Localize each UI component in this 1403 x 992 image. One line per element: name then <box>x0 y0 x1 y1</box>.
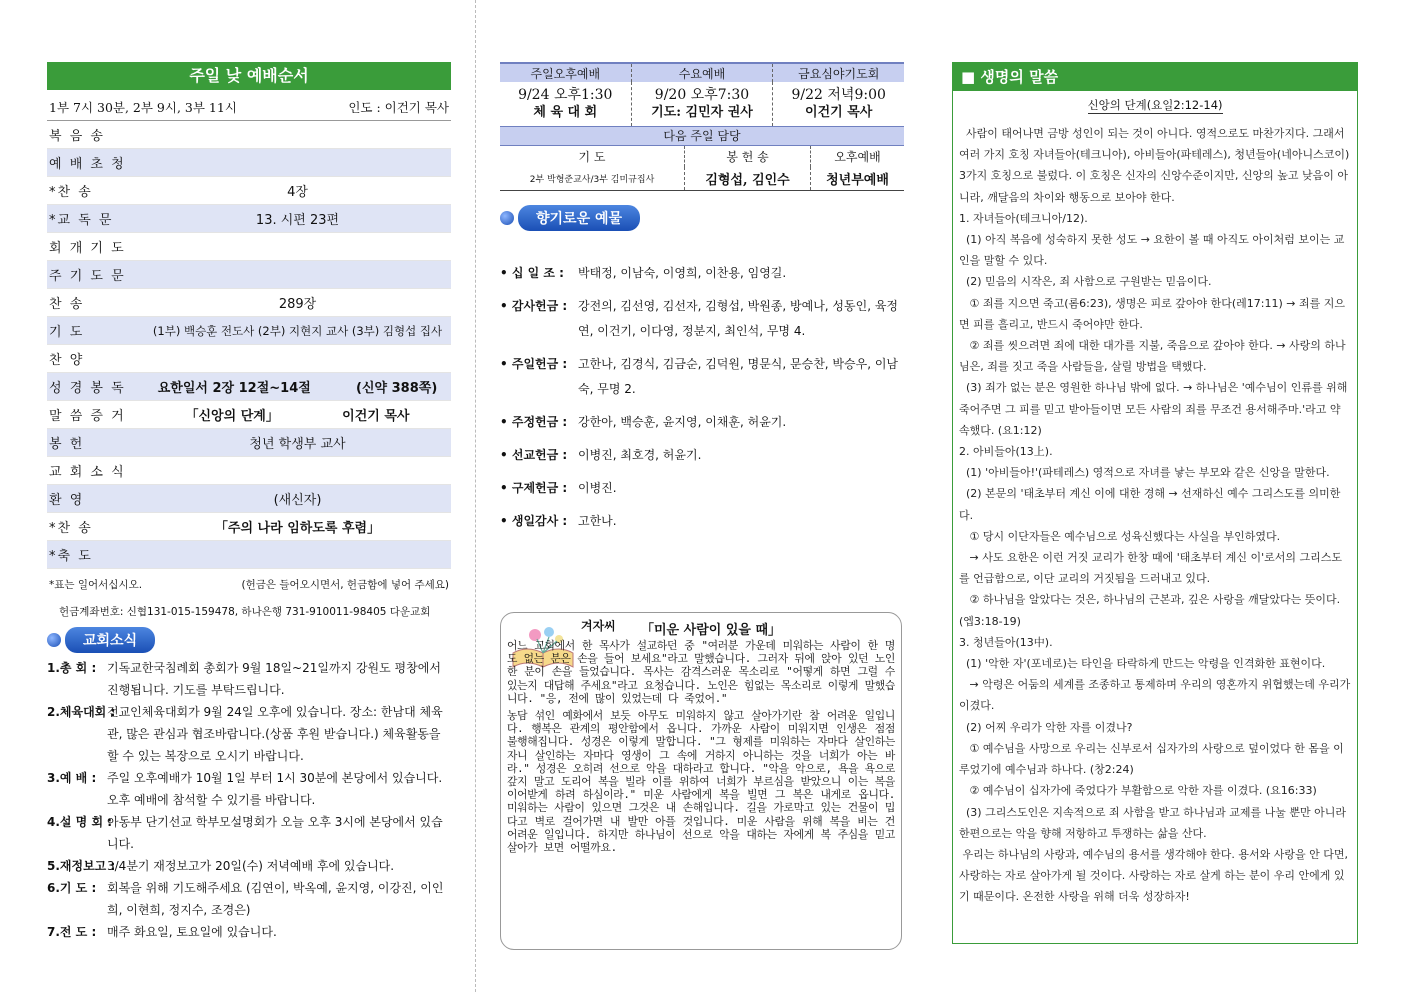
story-body <box>507 639 895 858</box>
order-value: 「신앙의 단계」 이건기 목사 <box>144 401 451 429</box>
account-info: 헌금계좌번호: 신협131-015-159478, 하나은행 731-910011-98405 다운교회 <box>59 606 431 618</box>
order-row <box>47 233 451 261</box>
stand-note: *표는 일어서십시오. <box>49 579 143 591</box>
order-value <box>144 149 451 177</box>
duty-header: 봉 헌 송 <box>685 146 811 167</box>
order-label: 복 음 송 <box>47 121 144 149</box>
order-value: 13. 시편 23편 <box>144 205 451 233</box>
sermon-ref <box>953 97 1357 113</box>
order-row <box>47 457 451 485</box>
order-value <box>144 541 451 569</box>
order-label: 교 회 소 식 <box>47 457 144 485</box>
next-week-table <box>500 146 904 191</box>
sermon-column <box>952 62 1358 944</box>
offering-item-text: 강한아, 백승훈, 윤지영, 이채훈, 허윤기. <box>578 415 787 429</box>
news-item <box>47 767 451 811</box>
sermon-ref-text: 신앙의 단계(요일2:12-14) <box>1087 98 1223 112</box>
order-label: 주 기 도 문 <box>47 261 144 289</box>
sermon-paragraph: 1. 자녀들아(테크니아/12). <box>959 211 1088 225</box>
news-item-key: 6.기 도 : <box>47 881 97 895</box>
story-para: 농담 섞인 예화에서 보듯 아무도 미워하지 않고 살아가기란 참 어려운 일입니다. 행복은 관계의 평안함에서 옵니다. 가까운 사람이 미워지면 인생은 점점 불행해집니다. 성경은 이렇게 말합니다. "그 형제를 미워하는 자마다 살인하는 자니 살인하는 자마다 영생이 그 속에 거하지 아니하는 것을 너희가 아는 바라." 성경은 오히려 선으로 악을 대하라고 합니다. "악을 악으로, 욕을 욕으로 갚지 말고 도리어 복을 빌라 이를 위하여 너희가 부르심을 받았으니 이는 복을 이어받게 하려 하심이라." 미운 사람에게 복을 빌면 그 복은 내게로 옵니다. 미워하는 사람이 있으면 그것은 내 손해입니다. 길을 가로막고 있는 건물이 밉다고 벽로 걸어가면 내 발만 아플 것입니다. 미운 사람을 위해 복을 비는 건 어려운 일입니다. 하지만 하나님이 선으로 악을 대하는 자에게 복 주심을 믿고 살아가 보면 어떨까요. <box>507 709 895 855</box>
order-label: 봉 헌 <box>47 429 144 457</box>
order-value <box>144 457 451 485</box>
service-cell <box>773 82 904 126</box>
worship-title: 주일 낮 예배순서 <box>47 62 451 90</box>
sermon-paragraph: ② 예수님이 십자가에 죽었다가 부활함으로 악한 자를 이겼다. (요16:33) <box>959 784 1317 798</box>
bullet-icon <box>500 211 514 225</box>
offering-note: (헌금은 들어오시면서, 헌금함에 넣어 주세요) <box>241 579 449 591</box>
offering-item-key: • 감사헌금 : <box>500 299 568 313</box>
order-label: 기 도 <box>47 317 144 345</box>
service-date: 9/20 오후7:30 <box>654 87 750 103</box>
order-row <box>47 149 451 177</box>
offering-item-text: 고한나, 김경식, 김금순, 김덕원, 명문식, 문승찬, 박승우, 이남숙, 무명 2. <box>578 357 899 396</box>
news-item-key: 2.체육대회 : <box>47 705 116 719</box>
order-value: 4장 <box>144 177 451 205</box>
news-item-key: 4.설 명 회 : <box>47 815 113 829</box>
offering-item <box>500 443 904 468</box>
service-date: 9/24 오후1:30 <box>518 87 613 103</box>
offering-item-key: • 십 일 조 : <box>500 266 564 280</box>
sermon-paragraph: (1) '아비들아!'(파테레스) 영적으로 자녀를 낳는 부모와 같은 신앙을 말한다. <box>959 466 1330 480</box>
sermon-paragraph: (2) 믿음의 시작은, 죄 사함으로 구원받는 믿음이다. <box>959 275 1212 289</box>
order-value <box>144 261 451 289</box>
news-item-text: 주일 오후예배가 10월 1일 부터 1시 30분에 본당에서 있습니다. 오후 예배에 참석할 수 있기를 바랍니다. <box>107 771 443 807</box>
service-sub: 체 육 대 회 <box>533 105 598 120</box>
news-item-text: 전교인체육대회가 9월 24일 오후에 있습니다. 장소: 한남대 체육관, 많은 관심과 협조바랍니다.(상품 후원 받습니다.) 체육활동을 할 수 있는 복장으로 오시기 바랍니다. <box>107 705 443 763</box>
offering-item <box>500 294 904 344</box>
news-item-text: 아동부 단기선교 학부모설명회가 오늘 오후 3시에 본당에서 있습니다. <box>107 815 443 851</box>
order-value <box>144 345 451 373</box>
service-date: 9/22 저녁9:00 <box>791 87 886 103</box>
news-item <box>47 877 451 921</box>
offering-item-text: 이병진. <box>578 481 617 495</box>
offering-item-text: 고한나. <box>578 514 617 528</box>
order-label: *찬 송 <box>47 513 144 541</box>
order-row <box>47 205 451 233</box>
order-row <box>47 177 451 205</box>
sermon-paragraph: ② 죄를 씻으려면 죄에 대한 대가를 지불, 죽음으로 갚아야 한다. → 사랑의 하나님은, 죄를 짓고 죽을 사람들을, 살릴 방법을 택했다. <box>959 339 1346 374</box>
worship-note <box>47 569 451 596</box>
news-item-key: 5.재정보고 : <box>47 859 116 873</box>
sermon-paragraph: → 사도 요한은 이런 거짓 교리가 한창 때에 '태초부터 계신 이'로서의 그리스도를 언급함으로, 이단 교리의 거짓됨을 드러내고 있다. <box>959 551 1343 586</box>
worship-leader: 인도 : 이건기 목사 <box>348 100 449 115</box>
service-cell <box>500 82 631 126</box>
sermon-paragraph: ① 죄를 지으면 죽고(롬6:23), 생명은 피로 갚아야 한다(레17:11) → 죄를 지으면 피를 흘리고, 반드시 죽어야만 한다. <box>959 296 1346 331</box>
order-row <box>47 401 451 429</box>
sermon-paragraph: 사람이 태어나면 금방 성인이 되는 것이 아니다. 영적으로도 마찬가지다. 그래서 여러 가지 호칭 자녀들아(테크니아), 아비들아(파테레스), 청년들아(네아니스코이) 3가지 호칭으로 불렀다. 이 호칭은 신자의 신앙수준이지만, 신앙의 높고 낮음이 아니라, 깨달음의 차이와 행동으로 보아야 한다. <box>959 127 1353 204</box>
worship-column <box>47 0 451 943</box>
sermon-paragraph: 2. 아비들아(13上). <box>959 445 1053 459</box>
news-item-text: 회복을 위해 기도해주세요 (김연이, 박옥예, 윤지영, 이강진, 이인희, 이현희, 정지수, 조경은) <box>107 881 444 917</box>
story-tag: 겨자씨 <box>581 619 616 633</box>
news-item-text: 3/4분기 재정보고가 20일(수) 저녁예배 후에 있습니다. <box>107 859 395 873</box>
order-label: 환 영 <box>47 485 144 513</box>
order-row <box>47 345 451 373</box>
order-label: 예 배 초 청 <box>47 149 144 177</box>
duty-value: 2부 박형준교사/3부 김미규집사 <box>500 167 685 191</box>
sermon-paragraph: ② 하나님을 알았다는 것은, 하나님의 근본과, 깊은 사랑을 깨달았다는 뜻이다. (엡3:18-19) <box>959 593 1344 628</box>
bullet-icon <box>47 633 61 647</box>
order-value: 289장 <box>144 289 451 317</box>
order-row <box>47 541 451 569</box>
sermon-paragraph: (1) '악한 자'(포네로)는 타인을 타락하게 만드는 악령을 인격화한 표현이다. <box>959 657 1326 671</box>
offering-item-key: • 선교헌금 : <box>500 448 568 462</box>
service-sub: 기도: 김민자 권사 <box>651 105 753 120</box>
offering-item-key: • 생일감사 : <box>500 514 568 528</box>
sermon-body <box>953 123 1357 908</box>
offering-item-text: 박태정, 이남숙, 이영희, 이찬용, 임영길. <box>578 266 787 280</box>
order-label: *교 독 문 <box>47 205 144 233</box>
news-header <box>47 627 155 653</box>
offering-item-key: • 주일헌금 : <box>500 357 568 371</box>
duty-value: 청년부예배 <box>826 173 889 188</box>
offering-title: 향기로운 예물 <box>518 205 640 231</box>
order-value: (새신자) <box>144 485 451 513</box>
order-label: *찬 송 <box>47 177 144 205</box>
service-table <box>500 62 904 126</box>
order-value: (1부) 백승훈 전도사 (2부) 지현지 교사 (3부) 김형섭 집사 <box>144 317 451 345</box>
sermon-paragraph: (2) 본문의 '태초부터 계신 이에 대한 경해 → 선재하신 예수 그리스도를 의미한다. <box>959 487 1341 522</box>
sermon-paragraph: 우리는 하나님의 사랑과, 예수님의 용서를 생각해야 한다. 용서와 사랑을 안 다면, 사랑하는 자로 살아가게 될 것이다. 사랑하는 자로 살게 하는 분이 우리 안에게 있기 때문이다. 온전한 사랑을 위해 더욱 성장하자! <box>959 847 1352 904</box>
news-item <box>47 811 451 855</box>
order-label: *축 도 <box>47 541 144 569</box>
offering-item <box>500 352 904 402</box>
service-cell <box>631 82 773 126</box>
fold-line <box>475 0 476 992</box>
sermon-paragraph: (3) 그리스도인은 지속적으로 죄 사함을 받고 하나님과 교제를 나눌 뿐만 아니라 한편으로는 악을 향해 저항하고 투쟁하는 삶을 산다. <box>959 805 1350 840</box>
sermon-paragraph: (2) 어찌 우리가 악한 자를 이겼나? <box>959 720 1133 734</box>
offering-header <box>500 205 640 231</box>
order-label: 말 씀 증 거 <box>47 401 144 429</box>
order-value: 요한일서 2장 12절~14절 (신약 388쪽) <box>144 373 451 401</box>
sermon-paragraph: (3) 죄가 없는 분은 영원한 하나님 밖에 없다. → 하나님은 '예수님이 인류를 위해 죽어주면 그 피를 믿고 받아들이면 모든 사람의 죄를 무조건 용서해주마.'라고 약속했다. (요1:12) <box>959 381 1351 437</box>
order-label: 성 경 봉 독 <box>47 373 144 401</box>
offering-item <box>500 410 904 435</box>
news-item <box>47 657 451 701</box>
story-para: 어느 교회에서 한 목사가 설교하던 중 "여러분 가운데 미워하는 사람이 한 명도 없는 분은 손을 들어 보세요"라고 말했습니다. 그러자 뒤에 앉아 있던 노인 한 분이 손을 들었습니다. 목사는 감격스러운 목소리로 "어떻게 하면 그럴 수 있는지 대답해 주세요"라고 요청습니다. 노인은 힘없는 목소리로 이렇게 말했습니다. "응, 전에 많이 있었는데 다 죽었어." <box>507 639 895 705</box>
sermon-paragraph: ① 예수님을 사망으로 우리는 신부로서 십자가의 사랑으로 덮이었다 한 몸을 이루었기에 예수님과 하나다. (창2:24) <box>959 741 1344 777</box>
next-week-title: 다음 주일 담당 <box>500 126 904 146</box>
offering-item-text: 이병진, 최호경, 허윤기. <box>578 448 702 462</box>
offering-item-key: • 주정헌금 : <box>500 415 568 429</box>
service-header: 수요예배 <box>631 63 773 82</box>
story-box <box>500 612 902 950</box>
news-item-key: 3.예 배 : <box>47 771 97 785</box>
news-item <box>47 855 451 877</box>
duty-header: 오후예배 <box>834 150 881 164</box>
offering-item <box>500 509 904 534</box>
order-value: 청년 학생부 교사 <box>144 429 451 457</box>
order-row <box>47 261 451 289</box>
order-row <box>47 317 451 345</box>
schedule-column <box>500 0 904 855</box>
offering-item-key: • 구제헌금 : <box>500 481 568 495</box>
order-label: 회 개 기 도 <box>47 233 144 261</box>
order-value <box>144 121 451 149</box>
sermon-paragraph: ① 당시 이단자들은 예수님으로 성육신했다는 사실을 부인하였다. <box>959 529 1281 543</box>
service-sub: 이건기 목사 <box>805 105 873 120</box>
news-item <box>47 701 451 767</box>
offering-item <box>500 261 904 286</box>
service-header: 주일오후예배 <box>500 63 631 82</box>
order-value <box>144 233 451 261</box>
news-list <box>47 657 451 943</box>
offering-list <box>500 261 904 534</box>
worship-order-table <box>47 121 451 569</box>
worship-times: 1부 7시 30분, 2부 9시, 3부 11시 <box>49 100 237 115</box>
sermon-paragraph: 3. 청년들아(13中). <box>959 635 1053 649</box>
offering-item-text: 강전의, 김선영, 김선자, 김형섭, 박원종, 방예나, 성동인, 육정연, 이건기, 이다영, 정분지, 최인석, 무명 4. <box>578 299 899 338</box>
order-row <box>47 373 451 401</box>
news-item-text: 매주 화요일, 토요일에 있습니다. <box>107 925 277 939</box>
sermon-paragraph: (1) 아직 복음에 성숙하지 못한 성도 → 요한이 볼 때 아직도 아이처럼 보이는 교인을 말할 수 있다. <box>959 233 1345 268</box>
order-value: 「주의 나라 임하도록 후렴」 <box>144 513 451 541</box>
order-row <box>47 121 451 149</box>
news-item-text: 기독교한국침례회 총회가 9월 18일~21일까지 강원도 평창에서 진행됩니다. 기도를 부탁드립니다. <box>107 661 441 697</box>
order-label: 찬 송 <box>47 289 144 317</box>
order-label: 찬 양 <box>47 345 144 373</box>
service-header: 금요심야기도회 <box>773 63 904 82</box>
story-title: 「미운 사람이 있을 때」 <box>641 623 782 638</box>
order-row <box>47 513 451 541</box>
news-item-key: 1.총 회 : <box>47 661 97 675</box>
duty-value: 김형섭, 김인수 <box>685 167 811 191</box>
order-row <box>47 429 451 457</box>
order-row <box>47 485 451 513</box>
news-item <box>47 921 451 943</box>
news-title: 교회소식 <box>65 627 155 653</box>
order-row <box>47 289 451 317</box>
sermon-title: ■ 생명의 말씀 <box>953 63 1357 91</box>
offering-item <box>500 476 904 501</box>
sermon-paragraph: → 악령은 어둠의 세계를 조종하고 통제하며 우리의 영혼까지 위협했는데 우리가 이겼다. <box>959 678 1354 713</box>
worship-times-row <box>47 90 451 121</box>
news-item-key: 7.전 도 : <box>47 925 97 939</box>
duty-header: 기 도 <box>500 146 685 167</box>
